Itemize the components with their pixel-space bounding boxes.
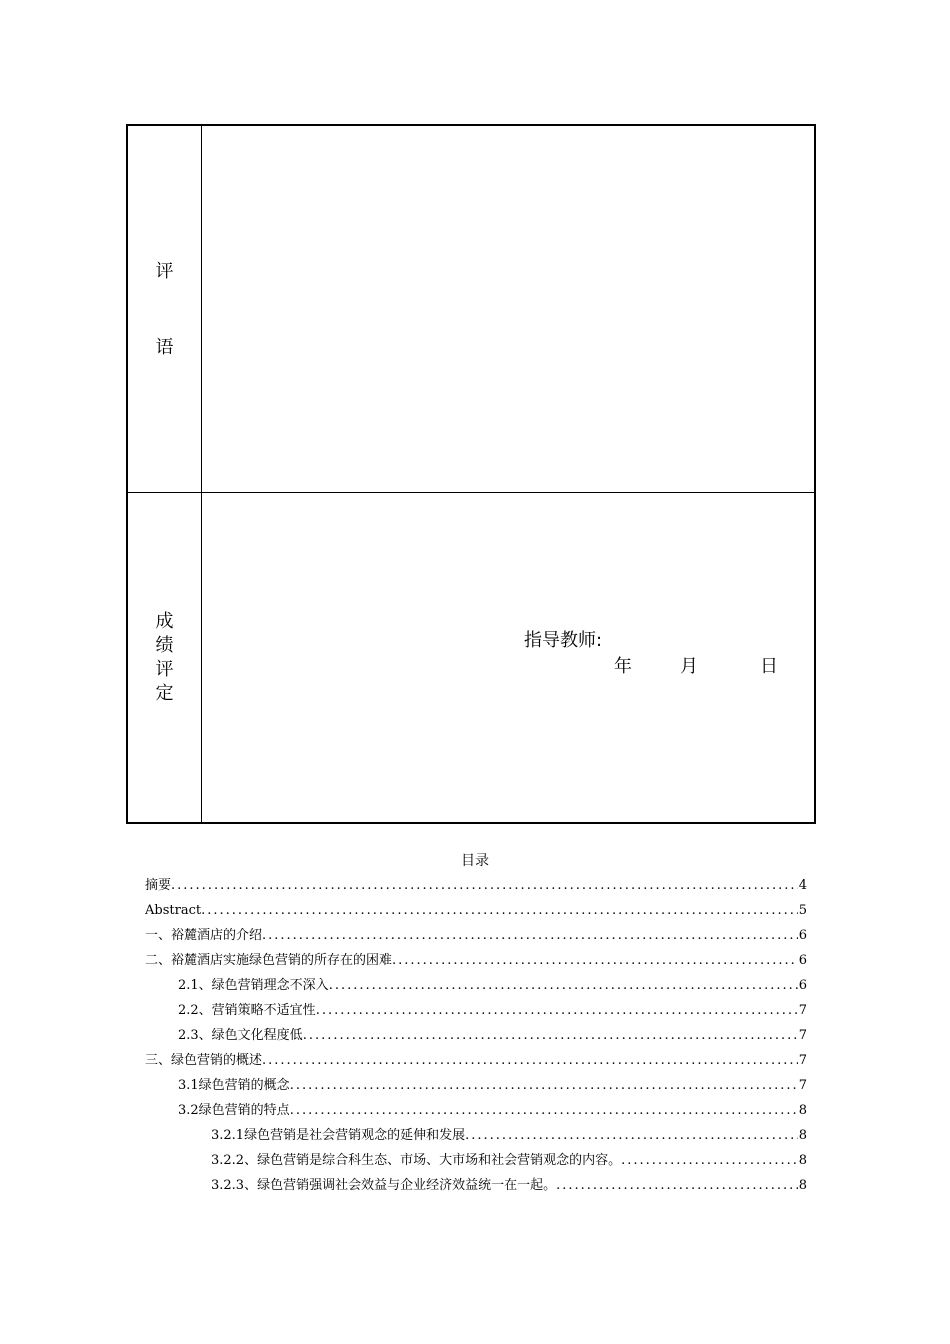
toc-entry-text: 3.2.1绿色营销是社会营销观念的延伸和发展 <box>211 1128 466 1143</box>
evaluation-table <box>126 124 816 824</box>
toc-title: 目录 <box>461 853 489 869</box>
toc-entry[interactable] <box>211 1176 807 1196</box>
grade-label-char: 定 <box>155 683 174 704</box>
toc-leader-dots <box>392 951 798 971</box>
toc-entry-text: 三、绿色营销的概述 <box>145 1053 263 1068</box>
toc-leader-dots <box>465 1126 798 1146</box>
toc-entry-text: 2.2、营销策略不适宜性 <box>178 1003 316 1018</box>
date-year-label: 年 <box>614 656 632 677</box>
toc-leader-dots <box>621 1151 798 1171</box>
toc-entry[interactable] <box>145 951 807 971</box>
toc-entry-page: 6 <box>798 978 807 993</box>
grade-label-char: 成 <box>155 611 174 632</box>
toc-leader-dots <box>262 926 798 946</box>
toc-entry-text: 3.1绿色营销的概念 <box>178 1078 290 1093</box>
toc-entry-page: 8 <box>798 1128 807 1143</box>
toc-entry-page: 6 <box>798 928 807 943</box>
toc-entry-page: 8 <box>798 1103 807 1118</box>
toc-entry[interactable] <box>178 976 807 996</box>
date-day-label: 日 <box>760 656 778 677</box>
comments-label-char-2: 语 <box>155 337 174 358</box>
toc-entry-text: 摘要 <box>145 878 172 893</box>
toc-entry-text: 2.1、绿色营销理念不深入 <box>178 978 329 993</box>
toc-entry-page: 4 <box>798 878 807 893</box>
grade-label-char: 绩 <box>155 635 174 656</box>
toc-entry-text: Abstract <box>145 903 202 918</box>
toc-entry[interactable] <box>145 901 807 921</box>
toc-entry[interactable] <box>178 1076 807 1096</box>
toc-entry[interactable] <box>178 1001 807 1021</box>
toc-entry[interactable] <box>145 926 807 946</box>
toc-leader-dots <box>171 876 798 896</box>
comments-label-char-1: 评 <box>155 261 174 282</box>
toc-leader-dots <box>303 1026 798 1046</box>
toc-entry-text: 3.2.2、绿色营销是综合科生态、市场、大市场和社会营销观念的内容。 <box>211 1153 622 1168</box>
toc-leader-dots <box>262 1051 798 1071</box>
toc-entry-page: 7 <box>798 1053 807 1068</box>
toc-entry[interactable] <box>178 1026 807 1046</box>
advisor-signature-label: 指导教师: <box>524 630 603 651</box>
table-column-divider <box>201 126 202 822</box>
toc-entry-text: 3.2绿色营销的特点 <box>178 1103 290 1118</box>
toc-entry-page: 8 <box>798 1153 807 1168</box>
toc-entry-text: 2.3、绿色文化程度低 <box>178 1028 303 1043</box>
toc-entry-text: 二、裕麓酒店实施绿色营销的所存在的困难 <box>145 953 393 968</box>
toc-entry-page: 8 <box>798 1178 807 1193</box>
table-row-divider <box>128 492 814 493</box>
toc-leader-dots <box>316 1001 798 1021</box>
toc-entry[interactable] <box>211 1151 807 1171</box>
toc-leader-dots <box>201 901 798 921</box>
toc-entry[interactable] <box>145 1051 807 1071</box>
toc-leader-dots <box>329 976 798 996</box>
toc-entry-page: 6 <box>798 953 807 968</box>
toc-leader-dots <box>290 1076 798 1096</box>
toc-entry-page: 5 <box>798 903 807 918</box>
toc-entry[interactable] <box>178 1101 807 1121</box>
grade-label <box>128 610 201 706</box>
toc-entry-text: 一、裕麓酒店的介绍 <box>145 928 263 943</box>
grade-label-char: 评 <box>155 659 174 680</box>
toc-entry-text: 3.2.3、绿色营销强调社会效益与企业经济效益统一在一起。 <box>211 1178 557 1193</box>
toc-entry-page: 7 <box>798 1028 807 1043</box>
toc-entry-page: 7 <box>798 1003 807 1018</box>
toc-entry[interactable] <box>211 1126 807 1146</box>
date-month-label: 月 <box>680 656 698 677</box>
toc-entry[interactable] <box>145 876 807 896</box>
toc-leader-dots <box>556 1176 798 1196</box>
toc-entry-page: 7 <box>798 1078 807 1093</box>
toc-leader-dots <box>290 1101 798 1121</box>
